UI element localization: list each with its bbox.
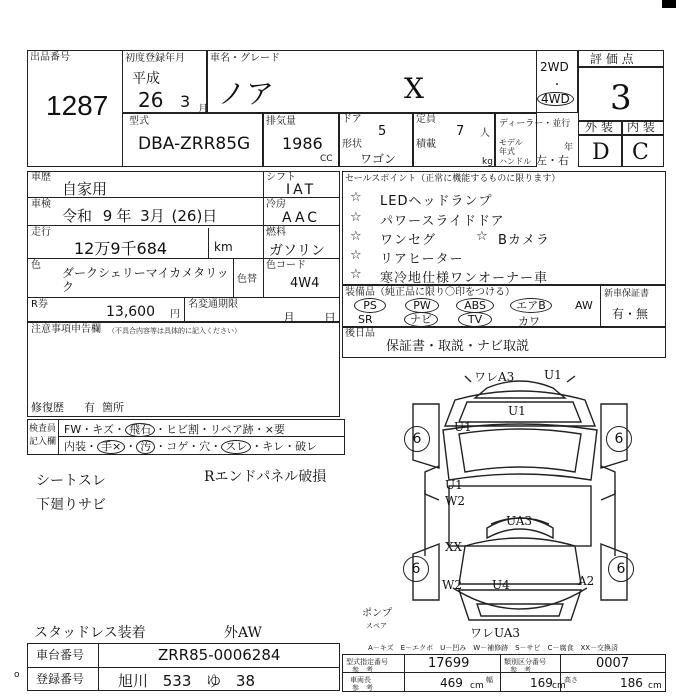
sales-point: パワースライドドア bbox=[380, 214, 505, 229]
shape-label: 形状 bbox=[342, 139, 362, 150]
height-value: 186 bbox=[620, 676, 643, 690]
shift: IAT bbox=[286, 182, 317, 198]
inspect-label: 車検 bbox=[31, 199, 51, 210]
damage-mark: U1 bbox=[508, 404, 526, 418]
tire-mark: 6 bbox=[608, 556, 634, 582]
ac: AAC bbox=[282, 210, 321, 226]
color-code-label: 色コード bbox=[266, 260, 306, 271]
fuel: ガソリン bbox=[269, 243, 325, 259]
load-label: 積載 bbox=[416, 139, 436, 150]
spare-label: スペア bbox=[366, 622, 387, 630]
recycle-fee: 13,600 bbox=[106, 304, 155, 320]
kg-unit: kg bbox=[482, 157, 493, 167]
damage-mark: UA3 bbox=[506, 514, 533, 528]
recycle-label: R券 bbox=[31, 299, 48, 310]
score-value: 3 bbox=[610, 78, 632, 118]
type-code: DBA-ZRR85G bbox=[138, 134, 251, 154]
class-no: 0007 bbox=[596, 656, 630, 671]
plate-number: 旭川 533 ゆ 38 bbox=[118, 672, 256, 690]
tire-mark: 6 bbox=[606, 426, 632, 452]
chassis-number: ZRR85-0006284 bbox=[158, 646, 281, 664]
damage-mark: ワレA3 bbox=[474, 370, 515, 384]
tax-label: 名変通期限 bbox=[188, 299, 238, 310]
drive-4wd: 4WD bbox=[537, 92, 574, 106]
equip-abs: ABS bbox=[456, 298, 494, 313]
first-reg-label: 初度登録年月 bbox=[125, 53, 185, 64]
remark: 下廻りサビ bbox=[36, 497, 106, 513]
plate-label: 登録番号 bbox=[36, 672, 85, 686]
class-no-label: 類別区分番号 bbox=[504, 658, 546, 666]
shape: ワゴン bbox=[360, 152, 397, 166]
ac-label: 冷房 bbox=[266, 199, 286, 210]
after-items: 保証書・取説・ナビ取説 bbox=[386, 339, 530, 354]
cc-unit: CC bbox=[320, 154, 333, 164]
inspector-label: 記入欄 bbox=[29, 437, 57, 447]
inspector-label: 検査員 bbox=[29, 424, 57, 434]
equip-ps: PS bbox=[354, 298, 386, 313]
disp-label: 排気量 bbox=[266, 116, 296, 127]
type-label: 型式 bbox=[129, 116, 149, 127]
ref-label: 参 考 bbox=[352, 666, 373, 674]
new-warranty-label: 新車保証書 bbox=[604, 289, 650, 299]
handle-value: 左・右 bbox=[536, 154, 569, 167]
equip-sr: SR bbox=[358, 313, 373, 326]
model-no-label: 型式指定番号 bbox=[346, 658, 388, 666]
person-unit: 人 bbox=[480, 128, 490, 139]
length-label: 車両長 bbox=[350, 676, 371, 684]
lot-number: 1287 bbox=[46, 90, 109, 121]
equip-tv: TV bbox=[458, 312, 492, 327]
sales-point: ワンセグ bbox=[380, 233, 437, 248]
int-label: 内 装 bbox=[627, 120, 655, 134]
color-code: 4W4 bbox=[290, 276, 320, 291]
damage-mark: U1 bbox=[454, 420, 472, 434]
inspector-row1: FW・キズ・ 飛石 ・ヒビ割・リペア跡・×要 bbox=[64, 423, 285, 436]
damage-mark: A2 bbox=[578, 574, 595, 588]
legend: A－キズ E－エクボ U－凹み W－補修跡 S－サビ C－腐食 XX－交換済 bbox=[368, 644, 619, 652]
sales-point: 寒冷地仕様ワンオーナー車 bbox=[380, 271, 549, 286]
remark: スタッドレス装着 bbox=[34, 625, 146, 641]
model-year-label: モデル 年式 bbox=[499, 138, 523, 156]
reg-month: 3 bbox=[180, 92, 191, 111]
length-value: 469 bbox=[440, 676, 463, 690]
ext-label: 外 装 bbox=[585, 120, 613, 134]
sales-title: セールスポイント（正常に機能するものに限ります） bbox=[345, 174, 561, 184]
handle-label: ハンドル bbox=[499, 157, 531, 166]
lot-label: 出品番号 bbox=[30, 52, 70, 63]
damage-mark: U1 bbox=[445, 478, 463, 492]
ref-label: 参 考 bbox=[352, 684, 373, 692]
tire-mark: 6 bbox=[404, 426, 430, 452]
remark: シートスレ bbox=[36, 473, 106, 489]
usage-label: 車歴 bbox=[31, 172, 51, 183]
doors: 5 bbox=[378, 124, 387, 139]
cm-unit: cm bbox=[470, 681, 484, 691]
mileage: 12万9千684 bbox=[74, 239, 168, 258]
pump-mark: ポンプ bbox=[362, 608, 392, 619]
damage-mark: W2 bbox=[442, 578, 462, 592]
cm-unit: cm bbox=[552, 681, 566, 691]
remark: Rエンドパネル破損 bbox=[204, 469, 327, 485]
damage-mark: U4 bbox=[492, 578, 510, 592]
corner-marker bbox=[662, 0, 676, 8]
damage-mark: XX bbox=[445, 540, 463, 554]
yen-unit: 円 bbox=[170, 309, 180, 320]
width-label: 幅 bbox=[486, 676, 493, 684]
year-unit: 年 bbox=[564, 143, 574, 153]
tire-mark: 6 bbox=[403, 556, 429, 582]
fuel-label: 燃料 bbox=[266, 227, 286, 238]
repair-value: 有 bbox=[84, 401, 95, 414]
car-grade: X bbox=[404, 72, 424, 105]
shift-label: シフト bbox=[266, 172, 296, 183]
chassis-label: 車台番号 bbox=[36, 648, 85, 662]
damage-mark: W2 bbox=[445, 494, 465, 508]
equip-navi: ナビ bbox=[404, 312, 438, 327]
tax-day: 日 bbox=[324, 311, 337, 325]
mileage-label: 走行 bbox=[31, 227, 51, 238]
equip-pw: PW bbox=[405, 298, 439, 313]
damage-mark: ワレUA3 bbox=[470, 626, 521, 640]
equip-aw: AW bbox=[575, 299, 593, 312]
remark: 外AW bbox=[224, 625, 262, 641]
cm-unit: cm bbox=[648, 681, 662, 691]
model-label: 車名・グレード bbox=[210, 53, 280, 64]
equipment-title: 装備品（純正品に限り〇印をつける） bbox=[345, 287, 515, 298]
model-no: 17699 bbox=[428, 656, 470, 671]
repair-label: 修復歴 bbox=[31, 401, 64, 414]
dealer-label: ディーラー・並行 bbox=[499, 119, 571, 129]
seat-label: 定員 bbox=[416, 114, 436, 125]
reg-era: 平成 bbox=[132, 71, 160, 87]
after-title: 後日品 bbox=[345, 328, 375, 339]
equip-leather: カワ bbox=[518, 315, 540, 328]
sales-point: Bカメラ bbox=[498, 233, 550, 248]
sales-point: リアヒーター bbox=[380, 252, 464, 267]
ref-label: 参 考 bbox=[510, 666, 531, 674]
sales-point: LEDヘッドランプ bbox=[380, 194, 493, 209]
usage: 自家用 bbox=[62, 180, 108, 198]
car-name: ノア bbox=[218, 77, 275, 110]
tax-month: 月 bbox=[283, 311, 296, 325]
seats: 7 bbox=[456, 124, 465, 139]
new-warranty-value: 有・無 bbox=[612, 307, 649, 321]
height-label: 高さ bbox=[564, 676, 578, 684]
color-name: ダークシェリーマイカメタリック bbox=[62, 266, 229, 294]
inspector-row2: 内装・ 手× ・ 汚 ・コゲ・穴・ スレ ・キレ・破レ bbox=[64, 440, 318, 453]
int-grade: C bbox=[632, 140, 649, 165]
notes-sub: （不具合内容等は具体的に記入ください） bbox=[108, 327, 241, 335]
score-label: 評 価 点 bbox=[590, 52, 634, 66]
damage-mark: U1 bbox=[544, 368, 562, 382]
km-unit: km bbox=[214, 240, 233, 254]
inspect-date: 令和 9 年 3月 (26)日 bbox=[62, 207, 218, 225]
equip-airbag: エアB bbox=[510, 298, 552, 313]
color-label: 色 bbox=[31, 260, 41, 271]
repair-unit: 箇所 bbox=[102, 401, 124, 414]
displacement: 1986 bbox=[282, 134, 323, 153]
drive-2wd: 2WD bbox=[540, 60, 569, 74]
ext-grade: D bbox=[592, 140, 610, 165]
notes-title: 注意事項申告欄 bbox=[31, 324, 101, 335]
width-value: 169 bbox=[530, 676, 553, 690]
color-change-label: 色替 bbox=[237, 274, 257, 285]
door-label: ドア bbox=[342, 114, 362, 125]
reg-month-unit: 月 bbox=[198, 104, 208, 115]
reg-year: 26 bbox=[138, 88, 164, 112]
